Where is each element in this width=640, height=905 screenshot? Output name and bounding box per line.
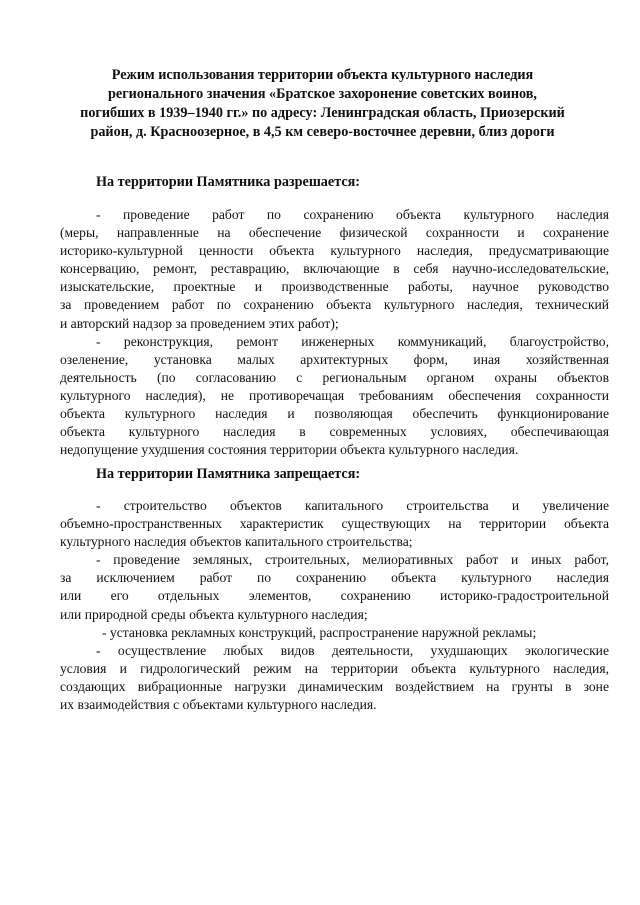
text-line: деятельность (по согласованию с региональным органом охраны объектов [60,369,609,385]
title-line: погибших в 1939–1940 гг.» по адресу: Ленинградская область, Приозерский [80,105,565,121]
text-line: объемно-пространственных характеристик существующих на территории объекта [60,516,609,532]
document-title [40,66,605,142]
text-line: и авторский надзор за проведением этих работ); [60,315,339,331]
title-line: район, д. Красноозерное, в 4,5 км северо-восточнее деревни, близ дороги [90,124,555,140]
text-line: культурного наследия объектов капитального строительства; [60,534,413,550]
text-line: объекта культурного наследия и позволяющая обеспечить функционирование [60,406,609,422]
text-line: объекта культурного наследия в современных условиях, обеспечивающая [60,424,609,440]
text-line: консервацию, ремонт, реставрацию, включающие в себя научно-исследовательские, [60,261,609,277]
text-line: за проведением работ по сохранению объекта культурного наследия, технический [60,297,609,313]
text-line: недопущение ухудшения состояния территории объекта культурного наследия. [60,442,519,458]
prohibited-heading: На территории Памятника запрещается: [96,466,361,482]
text-line: - проведение земляных, строительных, мелиоративных работ и иных работ, [96,552,609,568]
text-line: историко-культурной ценности объекта культурного наследия, предусматривающие [60,243,609,259]
text-line: их взаимодействия с объектами культурного наследия. [60,697,377,713]
text-line: условия и гидрологический режим на территории объекта культурного наследия, [60,660,609,676]
text-line: за исключением работ по сохранению объекта культурного наследия [60,570,609,586]
text-line: - осуществление любых видов деятельности, ухудшающих экологические [96,642,609,658]
title-line: регионального значения «Братское захоронение советских воинов, [108,86,537,102]
text-line: изыскательские, проектные и производственные работы, научное руководство [60,279,609,295]
prohibited-text [60,497,609,714]
text-line: озеленение, установка малых архитектурных форм, иная хозяйственная [60,351,609,367]
text-line: культурного наследия), не противоречащая требованиям обеспечения сохранности [60,387,609,403]
permitted-text [60,206,609,459]
text-line: или природной среды объекта культурного наследия; [60,606,368,622]
text-line: - реконструкция, ремонт инженерных коммуникаций, благоустройство, [96,333,609,349]
permitted-heading: На территории Памятника разрешается: [96,174,361,190]
text-line: или его отдельных элементов, сохранению историко-градостроительной [60,588,609,604]
title-line: Режим использования территории объекта культурного наследия [111,67,534,83]
text-line: - установка рекламных конструкций, распространение наружной рекламы; [102,624,537,640]
text-line: создающих вибрационные нагрузки динамическим воздействием на грунты в зоне [60,678,609,694]
text-line: (меры, направленные на обеспечение физической сохранности и сохранение [60,225,609,241]
text-line: - строительство объектов капитального строительства и увеличение [96,498,609,513]
text-line: - проведение работ по сохранению объекта культурного наследия [96,207,609,222]
